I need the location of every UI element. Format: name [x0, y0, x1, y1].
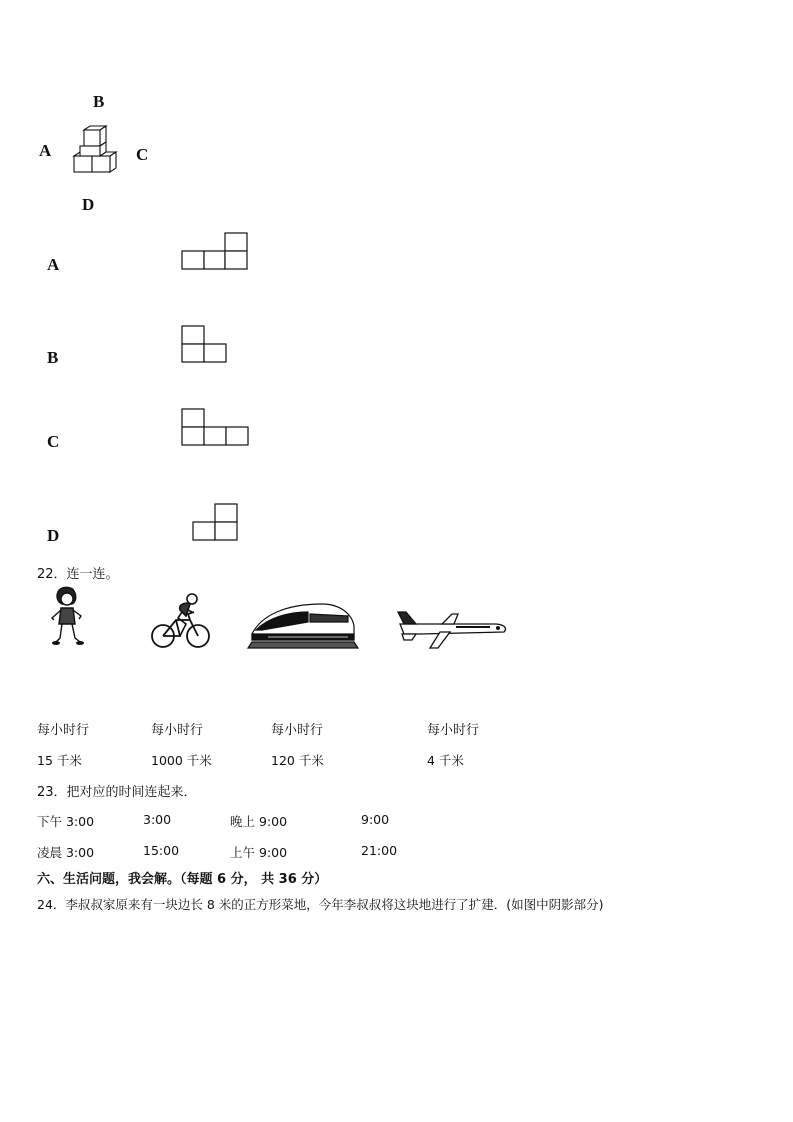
speed-3-line2: 120 千米: [271, 753, 324, 768]
option-b-letter: B: [47, 348, 59, 367]
time-row1-col2[interactable]: 3:00: [143, 812, 172, 827]
airplane-icon[interactable]: [394, 606, 510, 650]
time-row2-col1[interactable]: 凌晨 3:00: [37, 845, 95, 860]
speed-4-line2: 4 千米: [427, 753, 464, 768]
time-row1-col1[interactable]: 下午 3:00: [37, 814, 95, 829]
speed-3-line1: 每小时行: [271, 723, 324, 738]
time-row2-col2[interactable]: 15:00: [143, 843, 180, 858]
speed-4-line1: 每小时行: [427, 723, 480, 738]
section-6-heading: 六、生活问题，我会解。（每题 6 分， 共 36 分）: [37, 872, 328, 887]
q22-title: 22．连一连。: [37, 567, 119, 582]
high-speed-train-icon[interactable]: [248, 600, 358, 652]
cube-label-bottom: D: [82, 195, 95, 214]
time-row2-col3[interactable]: 上午 9:00: [230, 845, 288, 860]
speed-2-line1: 每小时行: [151, 723, 204, 738]
option-a-letter: A: [47, 255, 60, 274]
option-c-grid[interactable]: [181, 408, 251, 446]
cyclist-icon[interactable]: [150, 590, 212, 652]
cube-stack-figure: [70, 124, 122, 180]
option-a-grid[interactable]: [181, 232, 249, 270]
time-row1-col3[interactable]: 晚上 9:00: [230, 814, 288, 829]
q24-text: 24．李叔叔家原来有一块边长 8 米的正方形菜地，今年李叔叔将这块地进行了扩建．(如图中阴影部分): [37, 897, 604, 912]
option-d-grid[interactable]: [192, 503, 238, 541]
cube-label-top: B: [93, 92, 105, 111]
speed-1-line1: 每小时行: [37, 723, 90, 738]
speed-1-line2: 15 千米: [37, 753, 82, 768]
speed-2-line2: 1000 千米: [151, 753, 212, 768]
cube-label-left: A: [39, 141, 52, 160]
option-c-letter: C: [47, 432, 60, 451]
option-d-letter: D: [47, 526, 60, 545]
walking-child-icon[interactable]: [46, 586, 88, 648]
cube-label-right: C: [136, 145, 149, 164]
option-b-grid[interactable]: [181, 325, 227, 363]
time-row2-col4[interactable]: 21:00: [361, 843, 398, 858]
q23-title: 23．把对应的时间连起来．: [37, 785, 197, 800]
time-row1-col4[interactable]: 9:00: [361, 812, 390, 827]
